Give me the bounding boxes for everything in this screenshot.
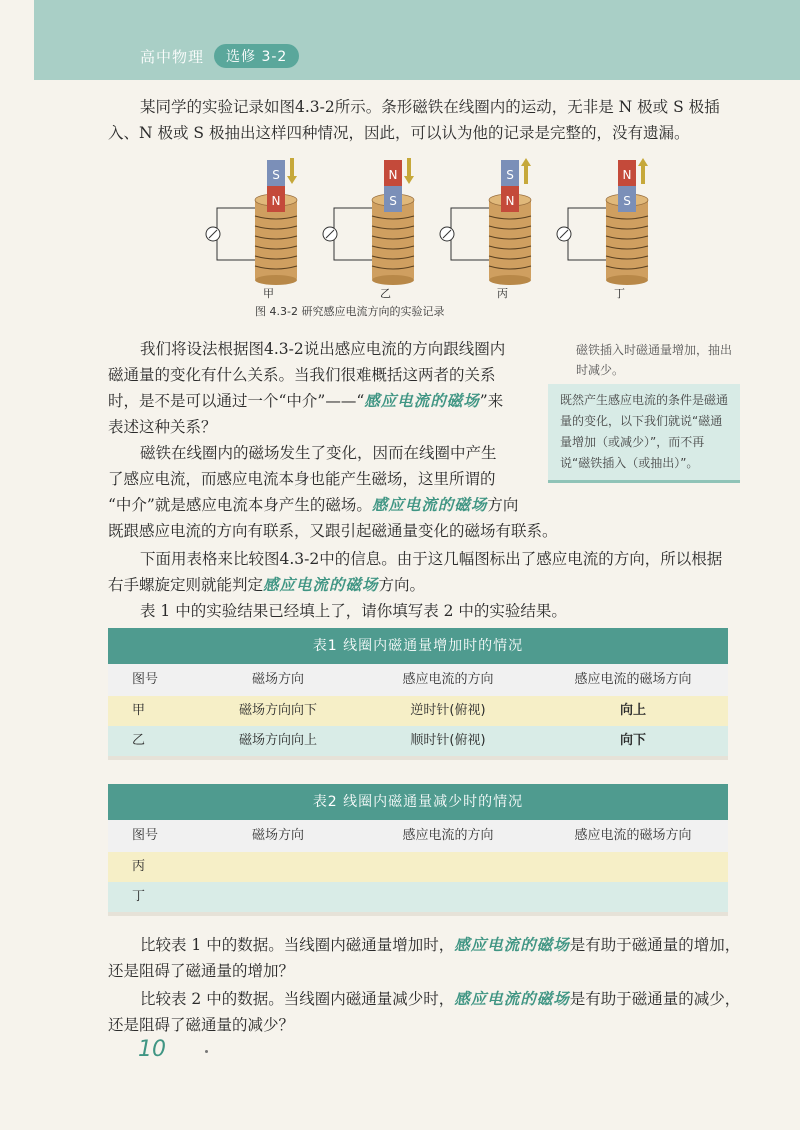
- magnet-pole-bottom: S: [389, 194, 397, 208]
- table-row: [108, 882, 728, 912]
- col-header: 图号: [132, 828, 159, 843]
- term-induced-field: 感应电流的磁场: [371, 495, 488, 514]
- table-1-title: 表1 线圈内磁通量增加时的情况: [108, 628, 728, 664]
- table-cell-blank[interactable]: [198, 882, 358, 912]
- running-header: [140, 44, 299, 68]
- table-2: [108, 784, 728, 912]
- magnet-pole-bottom: N: [505, 194, 515, 208]
- col-header: 图号: [132, 672, 159, 687]
- motion-arrow-icon: [404, 158, 414, 184]
- p2-line-1: 磁铁在线圈内的磁场发生了变化，因而在线圈中产生: [140, 444, 497, 462]
- margin-note: [548, 340, 740, 483]
- table-cell: 丙: [132, 859, 146, 874]
- term-induced-field: 感应电流的磁场: [454, 989, 570, 1008]
- panel-label-bing: 丙: [497, 287, 508, 300]
- table-row: [108, 852, 728, 882]
- table-2-title: 表2 线圈内磁通量减少时的情况: [108, 784, 728, 820]
- q1-line-2: 还是阻碍了磁通量的增加？: [108, 962, 295, 980]
- p1-line-3: [108, 388, 503, 414]
- intro-line-1: 某同学的实验记录如图4.3-2所示。条形磁铁在线圈内的运动，无非是 N 极或 S 极插: [140, 98, 720, 116]
- p1-line-2: 磁通量的变化有什么关系。当我们很难概括这两者的关系: [108, 366, 496, 384]
- magnet-pole-top: S: [272, 168, 280, 182]
- p2-line-3-b: 方向: [487, 496, 519, 514]
- p2-line-3: [108, 492, 518, 518]
- panel-2: [323, 158, 414, 285]
- table-2-shadow: [108, 912, 728, 916]
- q2-line-1-a: 比较表 2 中的数据。当线圈内磁通量减少时，: [140, 990, 455, 1008]
- motion-arrow-icon: [521, 158, 531, 184]
- table-cell: 顺时针(俯视): [410, 733, 486, 748]
- term-induced-field: 感应电流的磁场: [454, 935, 570, 954]
- magnet-pole-bottom: S: [623, 194, 631, 208]
- term-induced-field: 感应电流的磁场: [263, 575, 379, 594]
- p2-line-4: 既跟感应电流的方向有联系，又跟引起磁通量变化的磁场有联系。: [108, 522, 558, 540]
- table-cell: 逆时针(俯视): [410, 703, 486, 718]
- table-cell: 甲: [132, 703, 146, 718]
- panel-label-jia: 甲: [263, 287, 274, 300]
- table-cell-blank[interactable]: [198, 852, 358, 882]
- magnet-pole-bottom: N: [271, 194, 281, 208]
- q1-line-1-b: 是有助于磁通量的增加，: [569, 936, 741, 954]
- q1-line-1-a: 比较表 1 中的数据。当线圈内磁通量增加时，: [140, 936, 455, 954]
- q2-line-1: [140, 986, 740, 1012]
- p1-line-4: 表述这种关系？: [108, 418, 217, 436]
- term-induced-field: 感应电流的磁场: [364, 391, 480, 410]
- coil-bottom: [372, 275, 414, 285]
- p4-line-1: 表 1 中的实验结果已经填上了，请你填写表 2 中的实验结果。: [140, 602, 567, 620]
- intro-line-2: 入、N 极或 S 极抽出这样四种情况，因此，可以认为他的记录是完整的，没有遗漏。: [108, 124, 690, 142]
- decorative-dot: [205, 1050, 208, 1053]
- panel-label-ding: 丁: [614, 287, 625, 300]
- p1-line-3-a: 时，是不是可以通过一个“中介”——“: [108, 392, 365, 410]
- table-1: [108, 628, 728, 756]
- coil-bottom: [489, 275, 531, 285]
- col-header: 感应电流的磁场方向: [574, 672, 692, 687]
- table-cell: 丁: [132, 889, 146, 904]
- table-cell: 乙: [132, 733, 146, 748]
- coil-experiment-diagram: [195, 150, 665, 300]
- motion-arrow-icon: [287, 158, 297, 184]
- p3-line-2-a: 右手螺旋定则就能判定: [108, 576, 264, 594]
- col-header: 感应电流的方向: [402, 828, 494, 843]
- magnet-pole-top: N: [622, 168, 632, 182]
- table-1-shadow: [108, 756, 728, 760]
- page-number: 10: [138, 1037, 166, 1062]
- panel-3: [440, 158, 531, 285]
- figure-caption: 图 4.3-2 研究感应电流方向的实验记录: [255, 305, 445, 318]
- book-title: 高中物理: [140, 47, 205, 66]
- magnet-pole-top: N: [388, 168, 398, 182]
- panel-1: [206, 158, 297, 285]
- p2-line-2: 了感应电流，而感应电流本身也能产生磁场，这里所谓的: [108, 470, 496, 488]
- table-cell: 磁场方向向上: [238, 733, 317, 748]
- col-header: 磁场方向: [251, 672, 304, 687]
- header-band: [34, 0, 800, 80]
- motion-arrow-icon: [638, 158, 648, 184]
- col-header: 感应电流的方向: [402, 672, 494, 687]
- table-cell: 向下: [619, 733, 646, 748]
- table-cell-blank[interactable]: [538, 852, 728, 882]
- p2-line-3-a: “中介”就是感应电流本身产生的磁场。: [108, 496, 372, 514]
- p1-line-1: 我们将设法根据图4.3-2说出感应电流的方向跟线圈内: [140, 340, 506, 358]
- table-row: [108, 726, 728, 756]
- q2-line-1-b: 是有助于磁通量的减少，: [569, 990, 741, 1008]
- q1-line-1: [140, 932, 740, 958]
- p3-line-1: 下面用表格来比较图4.3-2中的信息。由于这几幅图标出了感应电流的方向，所以根据: [140, 550, 723, 568]
- table-row: [108, 696, 728, 726]
- volume-badge: 选修 3-2: [214, 44, 299, 68]
- coil-bottom: [606, 275, 648, 285]
- table-cell-blank[interactable]: [358, 882, 538, 912]
- panel-4: [557, 158, 648, 285]
- p3-line-2-b: 方向。: [378, 576, 426, 594]
- table-cell: 磁场方向向下: [238, 703, 317, 718]
- col-header: 感应电流的磁场方向: [574, 828, 692, 843]
- coil-bottom: [255, 275, 297, 285]
- table-1-header-row: [108, 664, 728, 696]
- table-cell-blank[interactable]: [538, 882, 728, 912]
- p1-line-3-b: ”来: [479, 392, 504, 410]
- q2-line-2: 还是阻碍了磁通量的减少？: [108, 1016, 295, 1034]
- magnet-pole-top: S: [506, 168, 514, 182]
- table-2-header-row: [108, 820, 728, 852]
- table-cell: 向上: [619, 703, 646, 718]
- col-header: 磁场方向: [251, 828, 304, 843]
- margin-note-1: 磁铁插入时磁通量增加，抽出时减少。: [576, 343, 733, 377]
- panel-label-yi: 乙: [380, 287, 391, 300]
- margin-note-2: 既然产生感应电流的条件是磁通量的变化，以下我们就说“磁通量增加（或减少）”，而不再说“磁铁插入（或抽出）”。: [548, 384, 740, 483]
- p3-line-2: [108, 572, 425, 598]
- table-cell-blank[interactable]: [358, 852, 538, 882]
